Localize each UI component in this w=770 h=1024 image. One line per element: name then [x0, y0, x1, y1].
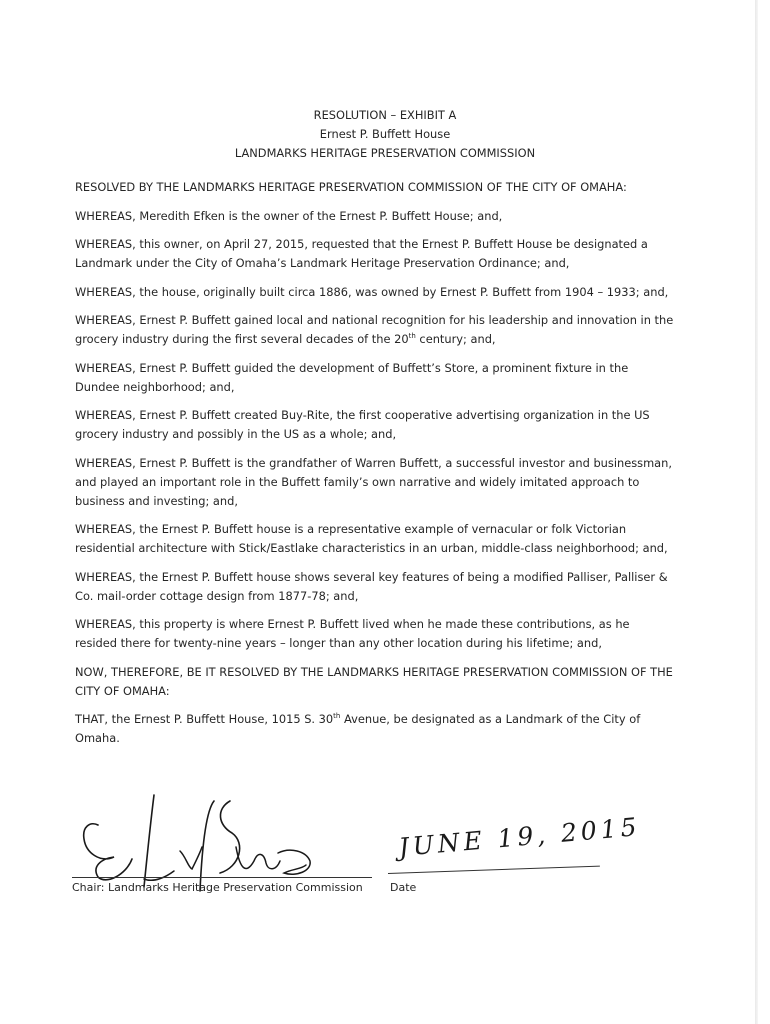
document-subtitle: Ernest P. Buffett House	[319, 127, 451, 141]
chair-signature-line	[72, 877, 372, 878]
whereas-residence: WHEREAS, this property is where Ernest P. Buffett lived when he made these contributions, as he resided there for twenty-nine years – longer than any other location during his lifetime; and,	[75, 617, 630, 650]
commission-name: LANDMARKS HERITAGE PRESERVATION COMMISSION	[234, 146, 536, 160]
whereas-owner: WHEREAS, Meredith Efken is the owner of the Ernest P. Buffett House; and,	[75, 208, 503, 223]
date-label: Date	[390, 881, 417, 894]
whereas-buy-rite: WHEREAS, Ernest P. Buffett created Buy-Rite, the first cooperative advertising organization in the US grocery industry and possibly in the US as a whole; and,	[75, 408, 650, 441]
document-header	[0, 106, 770, 163]
that-paragraph	[75, 710, 675, 748]
that-superscript: th	[333, 712, 341, 721]
that-text-end: Avenue, be designated as a Landmark of the City of Omaha.	[75, 712, 641, 745]
handwritten-date: JUNE 19, 2015	[397, 811, 642, 862]
whereas-recognition	[75, 311, 675, 349]
whereas-grandfather: WHEREAS, Ernest P. Buffett is the grandfather of Warren Buffett, a successful investor and businessman, and played an important role in the Buffett family’s own narrative and widely imitated approach to business and investing; and,	[75, 455, 672, 508]
that-text: THAT, the Ernest P. Buffett House, 1015 S. 30	[75, 712, 334, 726]
whereas-built: WHEREAS, the house, originally built circa 1886, was owned by Ernest P. Buffett from 1904 – 1933; and,	[75, 284, 669, 299]
now-therefore-paragraph: NOW, THEREFORE, BE IT RESOLVED BY THE LANDMARKS HERITAGE PRESERVATION COMMISSION OF THE CITY OF OMAHA:	[75, 664, 673, 698]
chair-label: Chair: Landmarks Heritage Preservation Commission	[72, 881, 363, 894]
document-title: RESOLUTION – EXHIBIT A	[313, 108, 457, 122]
whereas-request: WHEREAS, this owner, on April 27, 2015, requested that the Ernest P. Buffett House be designated a Landmark under the City of Omaha’s Landmark Heritage Preservation Ordinance; and,	[75, 237, 648, 270]
whereas-architecture: WHEREAS, the Ernest P. Buffett house is a representative example of vernacular or folk Victorian residential architecture with Stick/Eastlake characteristics in an urban, middle-class neighborhood; and,	[75, 522, 668, 555]
recognition-superscript: th	[408, 332, 416, 341]
signature-block	[70, 787, 690, 907]
recognition-text-end: century; and,	[415, 332, 496, 346]
recognition-text: WHEREAS, Ernest P. Buffett gained local and national recognition for his leadership and innovation in the grocery industry during the first several decades of the 20	[75, 313, 674, 346]
whereas-palliser: WHEREAS, the Ernest P. Buffett house shows several key features of being a modified Palliser, Palliser & Co. mail-order cottage design from 1877-78; and,	[75, 569, 668, 603]
whereas-store: WHEREAS, Ernest P. Buffett guided the development of Buffett’s Store, a prominent fixture in the Dundee neighborhood; and,	[75, 360, 629, 394]
date-signature-line	[388, 866, 600, 874]
resolution-body	[75, 178, 675, 748]
resolved-paragraph: RESOLVED BY THE LANDMARKS HERITAGE PRESERVATION COMMISSION OF THE CITY OF OMAHA:	[75, 180, 627, 194]
